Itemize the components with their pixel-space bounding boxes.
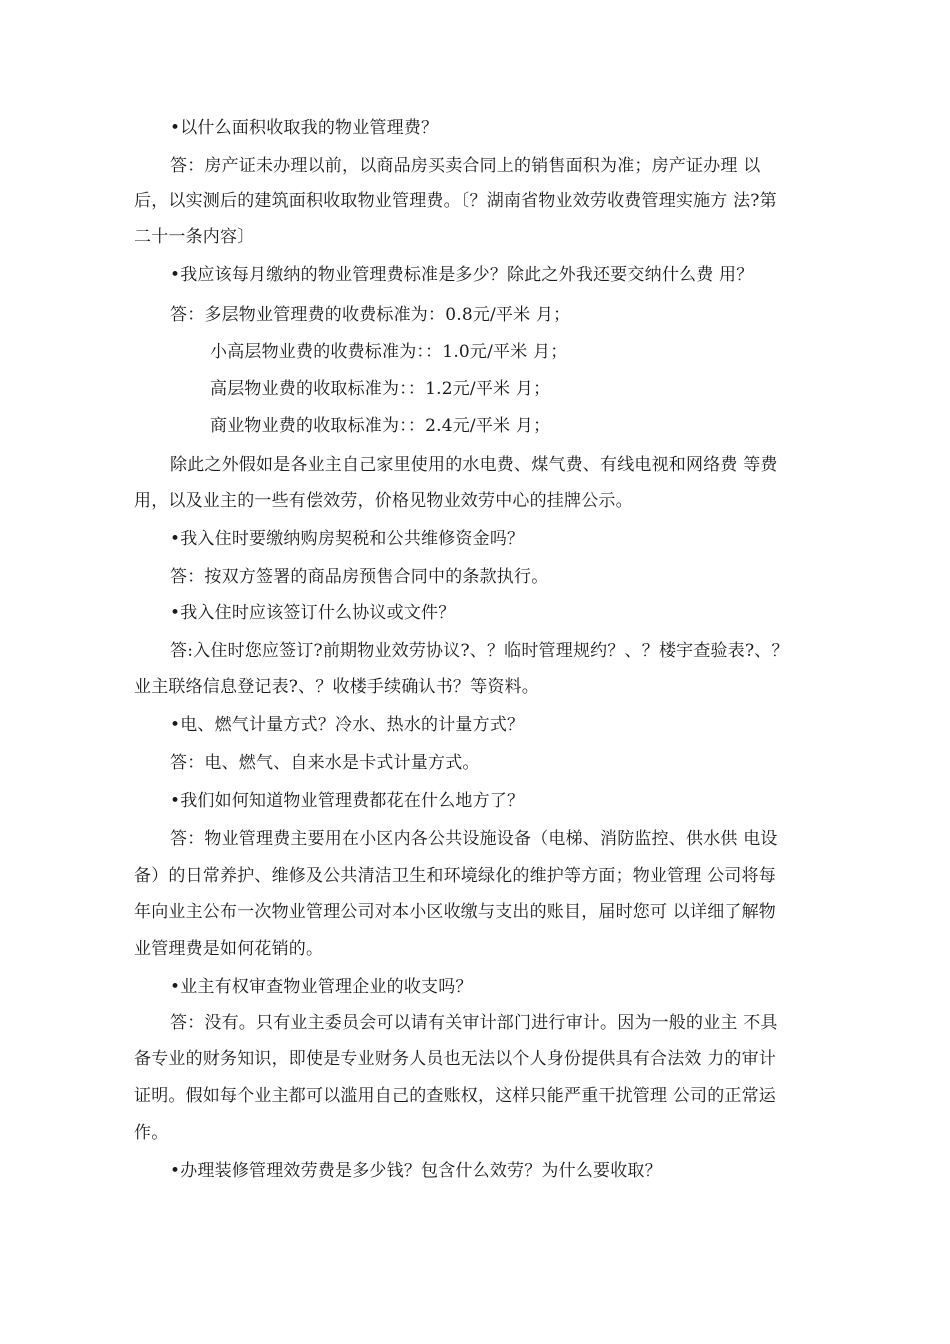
answer-line-a7-3: 证明。假如每个业主都可以滥用自己的查账权，这样只能严重干扰管理 公司的正常运	[134, 1086, 777, 1106]
answer-line-a4-1: 答:入住时您应签订?前期物业效劳协议?、？临时管理规约？、？楼宇查验表?、？	[170, 641, 789, 661]
answer-line-a5-1: 答：电、燃气、自来水是卡式计量方式。	[170, 753, 480, 773]
answer-line-a1-2: 后，以实测后的建筑面积收取物业管理费。〔？湖南省物业效劳收费管理实施方 法?第	[134, 191, 777, 211]
question-line-q3: •我入住时要缴纳购房契税和公共维修资金吗？	[170, 529, 525, 549]
answer-line-a2-6: 用，以及业主的一些有偿效劳，价格见物业效劳中心的挂牌公示。	[134, 491, 633, 511]
question-line-q5: •电、燃气计量方式？冷水、热水的计量方式？	[170, 715, 525, 735]
answer-line-a7-2: 备专业的财务知识，即使是专业财务人员也无法以个人身份提供具有合法效 力的审计	[134, 1049, 777, 1069]
answer-line-a2-2: 小高层物业费的收费标准为：：1.0元/平米 月；	[210, 342, 568, 362]
answer-line-a7-4: 作。	[134, 1123, 169, 1143]
answer-line-a4-2: 业主联络信息登记表?、？收楼手续确认书？等资料。	[134, 677, 539, 697]
answer-line-a3-1: 答：按双方签署的商品房预售合同中的条款执行。	[170, 567, 549, 587]
answer-line-a1-1: 答：房产证未办理以前，以商品房买卖合同上的销售面积为准；房产证办理 以	[170, 156, 761, 176]
question-line-q7: •业主有权审查物业管理企业的收支吗？	[170, 977, 473, 997]
question-line-q6: •我们如何知道物业管理费都花在什么地方了？	[170, 791, 525, 811]
answer-line-a1-3: 二十一条内容〕	[134, 227, 255, 247]
answer-line-a2-5: 除此之外假如是各业主自己家里使用的水电费、煤气费、有线电视和网络费 等费	[170, 455, 778, 475]
answer-line-a6-2: 备）的日常养护、维修及公共清洁卫生和环境绿化的维护等方面；物业管理 公司将每	[134, 866, 777, 886]
answer-line-a2-4: 商业物业费的收取标准为：：2.4元/平米 月；	[210, 416, 551, 436]
answer-line-a6-4: 业管理费是如何花销的。	[134, 939, 324, 959]
answer-line-a7-1: 答：没有。只有业主委员会可以请有关审计部门进行审计。因为一般的业主 不具	[170, 1013, 778, 1033]
answer-line-a6-1: 答：物业管理费主要用在小区内各公共设施设备（电梯、消防监控、供水供 电设	[170, 829, 778, 849]
answer-line-a2-3: 高层物业费的收取标准为：：1.2元/平米 月；	[210, 379, 551, 399]
question-line-q4: •我入住时应该签订什么协议或文件？	[170, 603, 456, 623]
answer-line-a6-3: 年向业主公布一次物业管理公司对本小区收缴与支出的账目，届时您可 以详细了解物	[134, 902, 777, 922]
question-line-q8: •办理装修管理效劳费是多少钱？包含什么效劳？为什么要收取？	[170, 1161, 662, 1181]
question-line-q2: •我应该每月缴纳的物业管理费标准是多少？除此之外我还要交纳什么费 用？	[170, 265, 754, 285]
answer-line-a2-1: 答：多层物业管理费的收费标准为：0.8元/平米 月；	[170, 305, 571, 325]
question-line-q1: •以什么面积收取我的物业管理费？	[170, 118, 439, 138]
